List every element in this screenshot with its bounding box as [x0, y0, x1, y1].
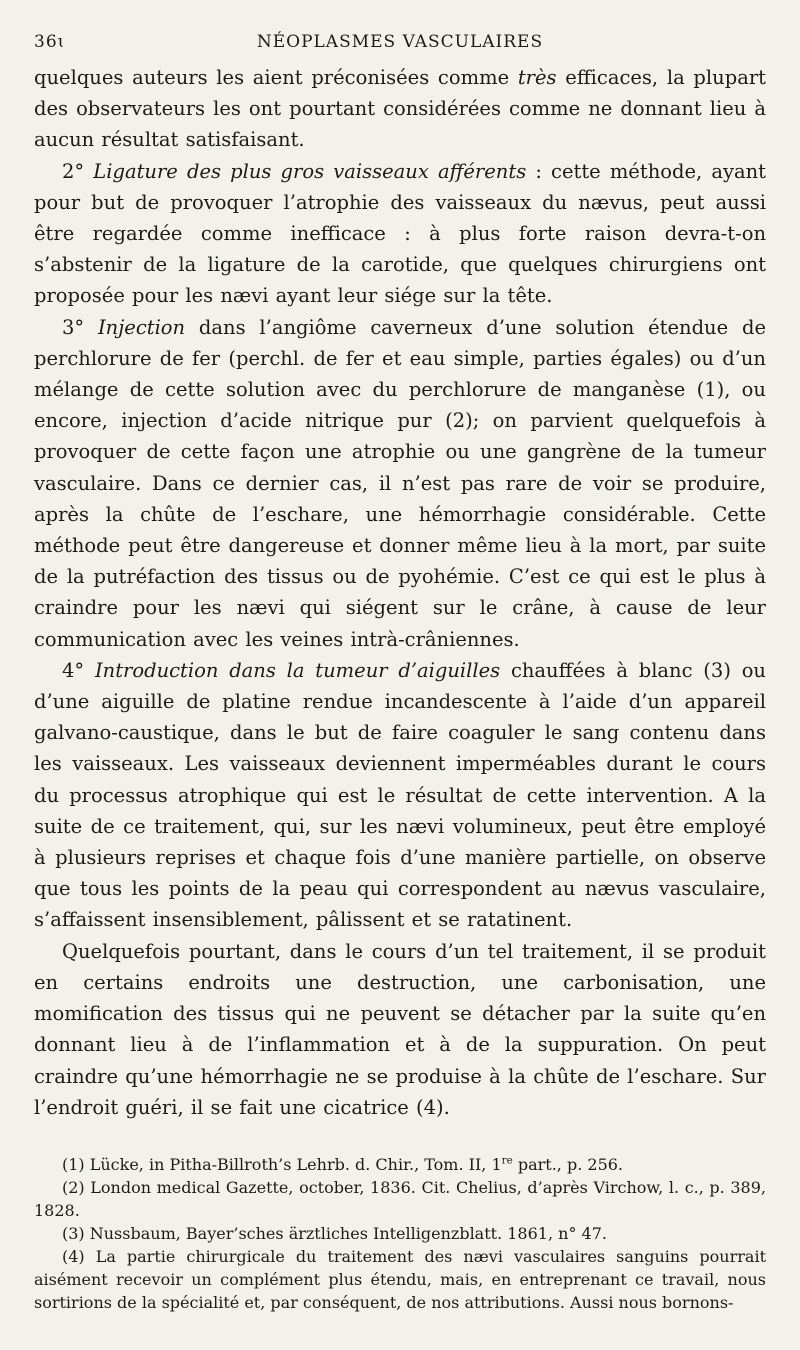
paragraph-quelquefois: Quelquefois pourtant, dans le cours d’un tel traitement, il se produit en certains endroits une destruction, une carbonisation, une momification des tissus qui ne peuvent se détacher par la suite qu’en donnant lieu à de l’inflammation et à de la suppuration. On peut craindre qu’une hémorrhagie ne se produise à la chûte de l’eschare. Sur l’endroit guéri, il se fait une cicatrice (4).: [34, 939, 766, 1119]
footnote-4: (4) La partie chirurgicale du traitement des nævi vasculaires sanguins pourrait aisément recevoir un complément plus étendu, mais, en entreprenant ce travail, nous sortirions de la spécialité et, par conséquent, de nos attributions. Aussi nous bornons-: [34, 1246, 766, 1312]
footnotes: [34, 1153, 766, 1314]
page-number: 36ɩ: [34, 32, 66, 52]
footnote-1: (1) Lücke, in Pitha-Billroth’s Lehrb. d. Chir., Tom. II, 1re part., p. 256.: [62, 1154, 624, 1174]
paragraph-injection: 3° Injection dans l’angiôme caverneux d’une solution étendue de perchlorure de fer (perchl. de fer et eau simple, parties égales) ou d’un mélange de cette solution avec du perchlorure de manganèse (1), ou encore, injection d’acide nitrique pur (2); on parvient quelquefois à provoquer de cette façon une atrophie ou une gangrène de la tumeur vasculaire. Dans ce dernier cas, il n’est pas rare de voir se produire, après la chûte de l’eschare, une hémorrhagie considérable. Cette méthode peut être dangereuse et donner même lieu à la mort, par suite de la putréfaction des tissus ou de pyohémie. C’est ce qui est le plus à craindre pour les nævi qui siégent sur le crâne, à cause de leur communication avec les veines intrà-crâniennes.: [34, 315, 766, 651]
body-text: [34, 62, 766, 1123]
item-heading-ligature: Ligature des plus gros vaisseaux afférents: [93, 159, 527, 183]
paragraph-ligature: 2° Ligature des plus gros vaisseaux afférents : cette méthode, ayant pour but de provoquer l’atrophie des vaisseaux du nævus, peut aussi être regardée comme inefficace : à plus forte raison devra-t-on s’abstenir de la ligature de la carotide, que quelques chirurgiens ont proposée pour les nævi ayant leur siége sur la tête.: [34, 159, 766, 308]
paragraph-continuation: quelques auteurs les aient préconisées comme très efficaces, la plupart des observateurs les ont pourtant considérées comme ne donnant lieu à aucun résultat satisfaisant.: [34, 66, 766, 152]
paragraph-introduction: 4° Introduction dans la tumeur d’aiguilles chauffées à blanc (3) ou d’une aiguille de platine rendue incandescente à l’aide d’un appareil galvano-caustique, dans le but de faire coaguler le sang contenu dans les vaisseaux. Les vaisseaux deviennent imperméables durant le cours du processus atrophique qui est le résultat de cette intervention. A la suite de ce traitement, qui, sur les nævi volumineux, peut être employé à plusieurs reprises et chaque fois d’une manière partielle, on observe que tous les points de la peau qui correspondent au nævus vasculaire, s’affaissent insensiblement, pâlissent et se ratatinent.: [34, 658, 766, 932]
footnote-2: (2) London medical Gazette, october, 1836. Cit. Chelius, d’après Virchow, l. c., p. 389, 1828.: [34, 1177, 766, 1220]
item-heading-introduction: Introduction dans la tumeur d’aiguilles: [94, 658, 501, 682]
item-heading-injection: Injection: [97, 315, 186, 339]
running-title: NÉOPLASMES VASCULAIRES: [256, 32, 544, 52]
running-head: [34, 32, 766, 62]
footnote-3: (3) Nussbaum, Bayer’sches ärztliches Intelligenzblatt. 1861, n° 47.: [62, 1223, 607, 1243]
